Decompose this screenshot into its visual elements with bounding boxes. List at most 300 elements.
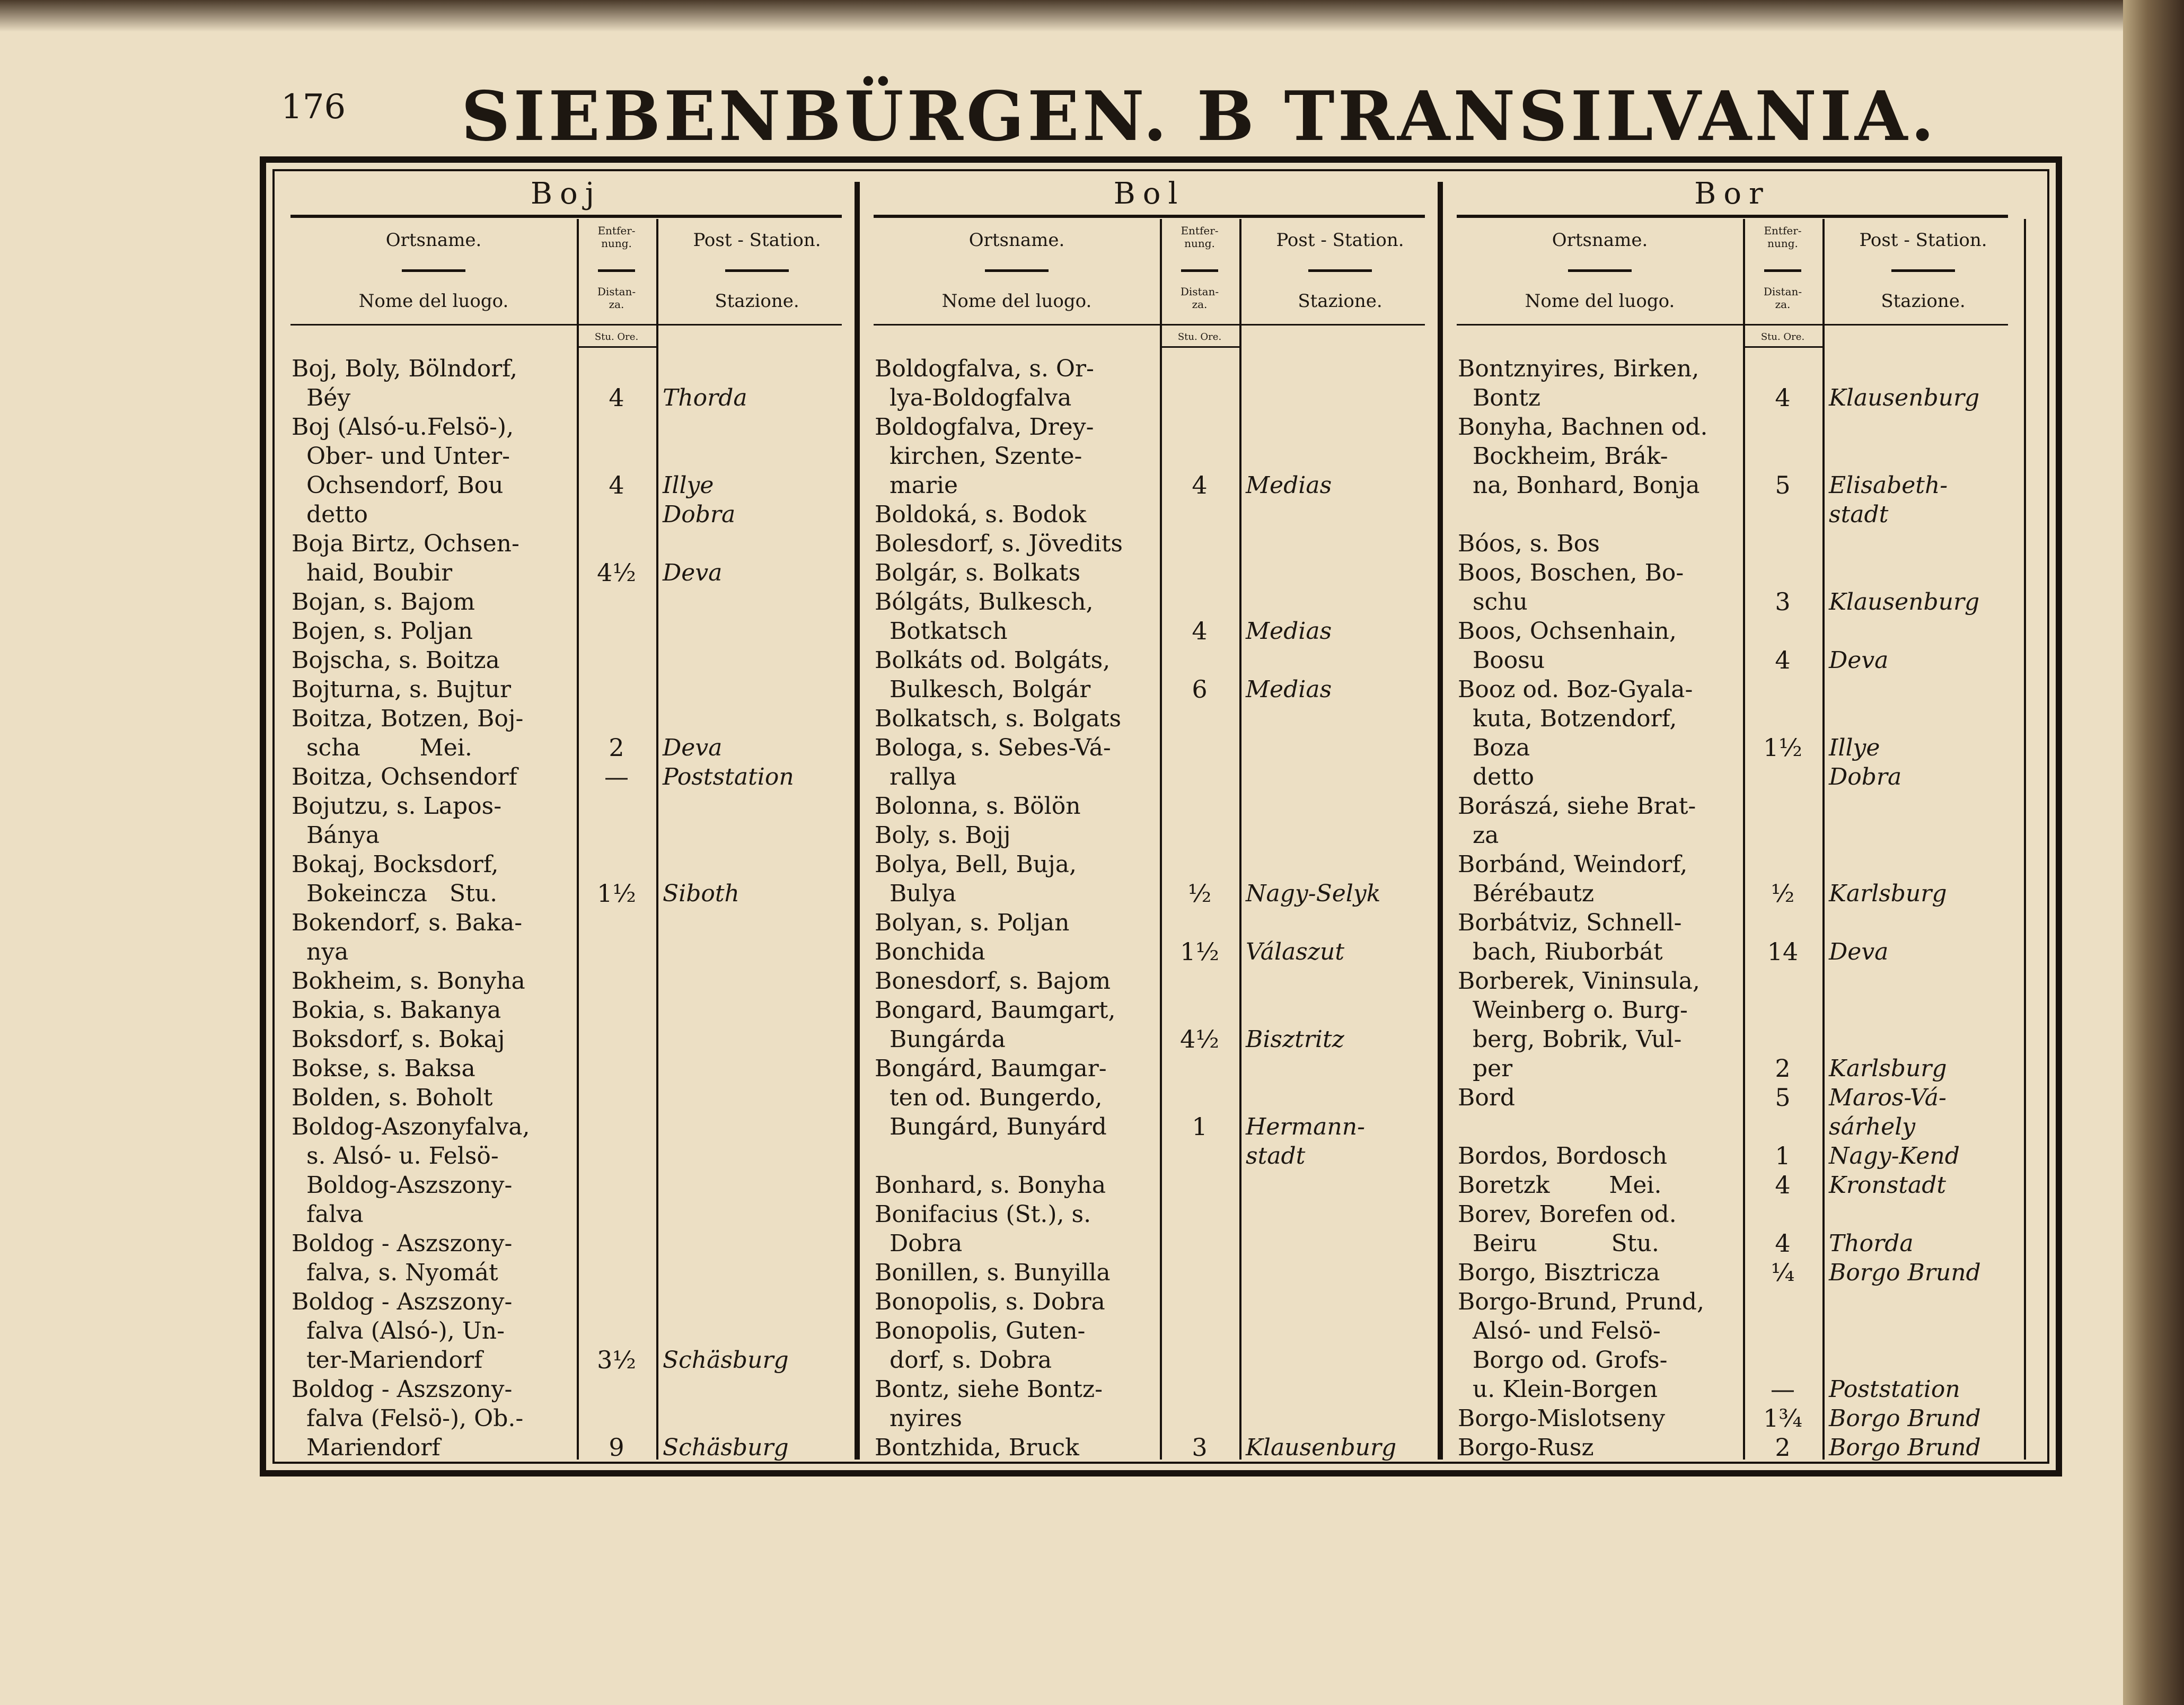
table-row <box>1446 1229 2019 1258</box>
distance: 2 <box>609 733 624 762</box>
place-name: Bontzhida, Bruck <box>875 1434 1079 1461</box>
table-row <box>1446 646 2019 675</box>
table-row <box>863 675 1436 704</box>
place-name: Bólgáts, Bulkesch, <box>875 588 1094 616</box>
table-row <box>280 996 852 1025</box>
page-title: SIEBENBÜRGEN. B TRANSILVANIA. <box>461 77 1938 156</box>
table-row <box>863 704 1436 733</box>
table-section <box>863 171 1436 1465</box>
place-name: Boitza, Botzen, Boj- <box>292 705 524 732</box>
header-dist-de: Entfer- nung. <box>597 224 636 250</box>
table-row <box>863 879 1436 908</box>
section-title: Bor <box>1694 177 1771 211</box>
place-name: Borberek, Vininsula, <box>1458 968 1700 995</box>
place-name: Bóos, s. Bos <box>1458 530 1600 557</box>
distance: 1 <box>1192 1112 1208 1141</box>
header-name-it: Nome del luogo. <box>941 291 1092 312</box>
table-row <box>1446 1258 2019 1287</box>
place-name: Bordos, Bordosch <box>1458 1142 1668 1170</box>
post-station: Deva <box>1829 647 1889 674</box>
table-row <box>280 587 852 617</box>
table-row <box>863 1375 1436 1404</box>
place-name: kuta, Botzendorf, <box>1458 705 1677 732</box>
table-row <box>863 850 1436 879</box>
place-name: Botkatsch <box>875 618 1008 645</box>
place-name: Bongard, Baumgart, <box>875 997 1116 1024</box>
post-station: Thorda <box>1829 1230 1914 1257</box>
place-name: Bontz, siehe Bontz- <box>875 1376 1103 1403</box>
section-title-rule <box>290 215 842 218</box>
post-station: Borgo Brund <box>1829 1405 1981 1432</box>
section-title: Bol <box>1113 177 1185 211</box>
place-name: Boj (Alsó-u.Felsö-), <box>292 414 514 441</box>
post-station: Illye <box>1829 734 1880 761</box>
gazetteer-table <box>260 156 2062 1477</box>
table-row <box>1446 937 2019 966</box>
place-name: Boza <box>1458 734 1530 761</box>
place-name: Boksdorf, s. Bokaj <box>292 1026 505 1053</box>
place-name: Boldog - Aszszony- <box>292 1288 513 1315</box>
table-row <box>1446 1404 2019 1433</box>
place-name: detto <box>292 501 368 528</box>
distance: 2 <box>1775 1054 1791 1083</box>
place-name: nya <box>292 938 349 965</box>
place-name: Bolkatsch, s. Bolgats <box>875 705 1122 732</box>
place-name: rallya <box>875 763 957 790</box>
place-name: Bolesdorf, s. Jövedits <box>875 530 1123 557</box>
distance: 4½ <box>597 558 636 587</box>
place-name: Bolyan, s. Poljan <box>875 909 1070 936</box>
distance: 3 <box>1192 1433 1208 1462</box>
place-name: falva (Alsó-), Un- <box>292 1317 505 1344</box>
place-name: falva <box>292 1201 364 1228</box>
distance: 4 <box>1192 617 1208 645</box>
table-row <box>280 908 852 937</box>
place-name: Borgo, Bisztricza <box>1458 1259 1660 1286</box>
place-name: Bokendorf, s. Baka- <box>292 909 523 936</box>
table-row <box>280 966 852 996</box>
post-station: Deva <box>663 559 723 586</box>
table-row <box>280 1346 852 1375</box>
table-row <box>280 1200 852 1229</box>
place-name: Borgo od. Grofs- <box>1458 1347 1668 1374</box>
place-name: schu <box>1458 588 1528 616</box>
place-name: s. Alsó- u. Felsö- <box>292 1142 499 1170</box>
distance: 14 <box>1767 937 1799 966</box>
post-station: Poststation <box>663 763 794 790</box>
place-name: Boitza, Ochsendorf <box>292 763 517 790</box>
table-row <box>863 1229 1436 1258</box>
header-divider <box>985 269 1049 272</box>
place-name: Bord <box>1458 1084 1516 1111</box>
distance: 1¾ <box>1763 1404 1802 1432</box>
header-post-it: Stazione. <box>1298 291 1382 312</box>
place-name: Bonifacius (St.), s. <box>875 1201 1091 1228</box>
place-name: haid, Boubir <box>292 559 453 586</box>
place-name: Boldog-Aszszony- <box>292 1172 513 1199</box>
place-name: Bologa, s. Sebes-Vá- <box>875 734 1111 761</box>
table-row <box>1446 500 2019 529</box>
place-name: Boly, s. Bojj <box>875 822 1011 849</box>
table-inner <box>272 169 2049 1464</box>
section-separator <box>855 182 860 1460</box>
table-row <box>1446 675 2019 704</box>
table-row <box>1446 529 2019 558</box>
table-row <box>280 1141 852 1171</box>
post-station: Dobra <box>1829 763 1902 790</box>
table-row <box>863 1054 1436 1083</box>
header-divider <box>1764 269 1801 272</box>
post-station: Klausenburg <box>1829 588 1980 616</box>
place-name: per <box>1458 1055 1513 1082</box>
place-name: Bungárda <box>875 1026 1006 1053</box>
table-row <box>1446 821 2019 850</box>
table-row <box>863 1404 1436 1433</box>
header-post-it: Stazione. <box>1881 291 1966 312</box>
place-name: Bonillen, s. Bunyilla <box>875 1259 1111 1286</box>
table-row <box>1446 733 2019 762</box>
header-post-it: Stazione. <box>715 291 799 312</box>
table-row <box>280 354 852 383</box>
place-name: Béy <box>292 384 351 411</box>
distance: ½ <box>1187 879 1212 908</box>
place-name: Bojan, s. Bajom <box>292 588 475 616</box>
table-row <box>863 792 1436 821</box>
place-name: Bolkáts od. Bolgáts, <box>875 647 1111 674</box>
table-row <box>863 587 1436 617</box>
place-name: Bontz <box>1458 384 1540 411</box>
place-name: Ober- und Unter- <box>292 443 510 470</box>
place-name: Boldog - Aszszony- <box>292 1376 513 1403</box>
header-post-de: Post - Station. <box>1276 230 1404 251</box>
place-name: Borgo-Brund, Prund, <box>1458 1288 1705 1315</box>
place-name: Borgo-Rusz <box>1458 1434 1594 1461</box>
place-name: Boldog-Aszonyfalva, <box>292 1113 530 1140</box>
place-name: Bonopolis, s. Dobra <box>875 1288 1105 1315</box>
table-row <box>863 354 1436 383</box>
distance: 4 <box>1192 471 1208 499</box>
table-row <box>280 733 852 762</box>
table-row <box>1446 354 2019 383</box>
table-row <box>863 733 1436 762</box>
table-row <box>863 1200 1436 1229</box>
header-divider <box>1181 269 1218 272</box>
page-number: 176 <box>281 87 346 127</box>
header-name-it: Nome del luogo. <box>358 291 509 312</box>
table-row <box>1446 1083 2019 1112</box>
table-row <box>863 1171 1436 1200</box>
distance: 5 <box>1775 1083 1791 1112</box>
table-row <box>863 442 1436 471</box>
place-name: Bockheim, Brák- <box>1458 443 1668 470</box>
place-name: Bánya <box>292 822 380 849</box>
header-name-de: Ortsname. <box>968 230 1065 251</box>
distance: 1½ <box>1180 937 1219 966</box>
post-station: Schäsburg <box>663 1434 789 1461</box>
table-row <box>280 442 852 471</box>
table-row <box>1446 383 2019 412</box>
post-station: Borgo Brund <box>1829 1259 1981 1286</box>
place-name: marie <box>875 472 958 499</box>
place-name: Bokaj, Bocksdorf, <box>292 851 499 878</box>
distance: 1 <box>1775 1141 1791 1170</box>
table-row <box>1446 966 2019 996</box>
table-row <box>1446 1112 2019 1141</box>
header-dist-it: Distan- za. <box>1180 285 1219 311</box>
table-row <box>863 617 1436 646</box>
table-row <box>1446 1171 2019 1200</box>
table-row <box>863 1083 1436 1112</box>
table-row <box>280 1083 852 1112</box>
post-station: Dobra <box>663 501 736 528</box>
table-row <box>280 1316 852 1346</box>
table-row <box>863 966 1436 996</box>
post-station: Medias <box>1246 676 1332 703</box>
distance: 1½ <box>1763 733 1802 762</box>
place-name: Dobra <box>875 1230 963 1257</box>
header-dist-de: Entfer- nung. <box>1181 224 1219 250</box>
page-top-edge <box>0 0 2123 32</box>
place-name: Bolden, s. Boholt <box>292 1084 493 1111</box>
place-name: Boldog - Aszszony- <box>292 1230 513 1257</box>
place-name: Boos, Boschen, Bo- <box>1458 559 1684 586</box>
distance: 1½ <box>597 879 636 908</box>
post-station: Deva <box>1829 938 1889 965</box>
place-name: falva, s. Nyomát <box>292 1259 498 1286</box>
table-row <box>280 529 852 558</box>
table-section <box>1446 171 2019 1465</box>
table-row <box>1446 1287 2019 1316</box>
place-name: Bokse, s. Baksa <box>292 1055 475 1082</box>
distance: 4 <box>1775 646 1791 674</box>
place-name: Boldogfalva, s. Or- <box>875 355 1094 382</box>
table-row <box>280 850 852 879</box>
table-row <box>1446 617 2019 646</box>
place-name: Mariendorf <box>292 1434 441 1461</box>
place-name: Ochsendorf, Bou <box>292 472 504 499</box>
section-title: Boj <box>530 177 602 211</box>
table-row <box>863 996 1436 1025</box>
place-name: Borev, Borefen od. <box>1458 1201 1677 1228</box>
table-row <box>1446 1433 2019 1462</box>
place-name: Boosu <box>1458 647 1545 674</box>
place-name: Bonyha, Bachnen od. <box>1458 414 1708 441</box>
table-row <box>280 471 852 500</box>
distance: 4 <box>609 471 624 499</box>
place-name: Borgo-Mislotseny <box>1458 1405 1666 1432</box>
header-divider <box>725 269 789 272</box>
table-row <box>863 1112 1436 1141</box>
table-row <box>280 646 852 675</box>
distance: 9 <box>609 1433 624 1462</box>
place-name: Bungárd, Bunyárd <box>875 1113 1107 1140</box>
post-station: Bisztritz <box>1246 1026 1344 1053</box>
table-row <box>1446 850 2019 879</box>
table-row <box>1446 879 2019 908</box>
table-row <box>863 471 1436 500</box>
table-row <box>1446 996 2019 1025</box>
post-station: Maros-Vá- <box>1829 1084 1947 1111</box>
place-name: Bonchida <box>875 938 985 965</box>
table-row <box>280 1258 852 1287</box>
place-name: Borászá, siehe Brat- <box>1458 793 1696 820</box>
distance: 4 <box>1775 1171 1791 1199</box>
place-name: Borbátviz, Schnell- <box>1458 909 1682 936</box>
distance: 5 <box>1775 471 1791 499</box>
place-name: Boldogfalva, Drey- <box>875 414 1094 441</box>
header-dist-it: Distan- za. <box>597 285 636 311</box>
header-bottom-rule <box>1457 324 2008 326</box>
table-row <box>1446 762 2019 792</box>
table-row <box>1446 587 2019 617</box>
table-row <box>280 762 852 792</box>
place-name: Bojscha, s. Boitza <box>292 647 500 674</box>
place-name: Boretzk Mei. <box>1458 1172 1662 1199</box>
place-name: Booz od. Boz-Gyala- <box>1458 676 1693 703</box>
units-label: Stu. Ore. <box>577 328 656 348</box>
post-station: Deva <box>663 734 723 761</box>
place-name: ten od. Bungerdo, <box>875 1084 1103 1111</box>
distance: 3 <box>1775 587 1791 616</box>
table-row <box>863 762 1436 792</box>
table-row <box>1446 1025 2019 1054</box>
place-name: dorf, s. Dobra <box>875 1347 1052 1374</box>
table-row <box>280 1112 852 1141</box>
place-name: Alsó- und Felsö- <box>1458 1317 1661 1344</box>
place-name: Bonhard, s. Bonyha <box>875 1172 1106 1199</box>
table-row <box>280 1025 852 1054</box>
place-name: Bolonna, s. Bölön <box>875 793 1081 820</box>
post-station: Thorda <box>663 384 747 411</box>
table-row <box>863 937 1436 966</box>
table-row <box>1446 1346 2019 1375</box>
post-station: Klausenburg <box>1829 384 1980 411</box>
header-dist-it: Distan- za. <box>1763 285 1802 311</box>
table-row <box>280 675 852 704</box>
place-name: Borbánd, Weindorf, <box>1458 851 1688 878</box>
place-name: Bongárd, Baumgar- <box>875 1055 1107 1082</box>
table-row <box>280 383 852 412</box>
table-row <box>863 1346 1436 1375</box>
place-name: Bojturna, s. Bujtur <box>292 676 511 703</box>
table-row <box>280 1171 852 1200</box>
distance: 4 <box>609 383 624 412</box>
table-row <box>280 821 852 850</box>
table-row <box>863 500 1436 529</box>
table-row <box>280 704 852 733</box>
place-name: scha Mei. <box>292 734 472 761</box>
place-name: Bolya, Bell, Buja, <box>875 851 1077 878</box>
place-name: kirchen, Szente- <box>875 443 1082 470</box>
table-row <box>280 558 852 587</box>
header-post-de: Post - Station. <box>1859 230 1987 251</box>
place-name: bach, Riuborbát <box>1458 938 1663 965</box>
place-name: Bonesdorf, s. Bajom <box>875 968 1111 995</box>
table-row <box>1446 1054 2019 1083</box>
distance: 4 <box>1775 383 1791 412</box>
post-station: Medias <box>1246 472 1332 499</box>
post-station: stadt <box>1829 501 1889 528</box>
distance: — <box>1771 1375 1795 1403</box>
table-row <box>863 908 1436 937</box>
section-title-rule <box>874 215 1425 218</box>
distance: 3½ <box>597 1346 636 1374</box>
header-divider <box>1891 269 1955 272</box>
place-name: Bojutzu, s. Lapos- <box>292 793 502 820</box>
header-name-it: Nome del luogo. <box>1525 291 1675 312</box>
table-row <box>863 558 1436 587</box>
header-divider <box>402 269 465 272</box>
table-row <box>1446 792 2019 821</box>
place-name: Bolgár, s. Bolkats <box>875 559 1081 586</box>
table-section <box>280 171 852 1465</box>
place-name: berg, Bobrik, Vul- <box>1458 1026 1682 1053</box>
post-station: Borgo Brund <box>1829 1434 1981 1461</box>
page-header <box>281 77 2030 156</box>
header-name-de: Ortsname. <box>385 230 482 251</box>
section-separator <box>1438 182 1443 1460</box>
table-row <box>863 529 1436 558</box>
column-rule <box>2024 219 2026 1460</box>
units-label: Stu. Ore. <box>1743 328 1822 348</box>
table-row <box>863 1433 1436 1462</box>
table-row <box>280 500 852 529</box>
table-row <box>863 383 1436 412</box>
place-name: Bulkesch, Bolgár <box>875 676 1091 703</box>
table-row <box>863 1025 1436 1054</box>
place-name: Boj, Boly, Bölndorf, <box>292 355 517 382</box>
table-row <box>863 1287 1436 1316</box>
table-row <box>1446 558 2019 587</box>
place-name: Bokeincza Stu. <box>292 880 498 907</box>
table-row <box>280 1054 852 1083</box>
place-name: Bérébautz <box>1458 880 1595 907</box>
post-station: Elisabeth- <box>1829 472 1948 499</box>
table-row <box>1446 908 2019 937</box>
place-name: falva (Felsö-), Ob.- <box>292 1405 524 1432</box>
post-station: Nagy-Selyk <box>1246 880 1381 907</box>
section-title-rule <box>1457 215 2008 218</box>
post-station: Illye <box>663 472 714 499</box>
distance: ½ <box>1771 879 1795 908</box>
place-name: Boja Birtz, Ochsen- <box>292 530 519 557</box>
book-gutter <box>2123 0 2184 1705</box>
post-station: sárhely <box>1829 1113 1916 1140</box>
post-station: Karlsburg <box>1829 880 1947 907</box>
table-row <box>1446 704 2019 733</box>
place-name: Beiru Stu. <box>1458 1230 1659 1257</box>
header-bottom-rule <box>874 324 1425 326</box>
table-row <box>280 1229 852 1258</box>
table-row <box>280 937 852 966</box>
place-name: Bontznyires, Birken, <box>1458 355 1699 382</box>
distance: ¼ <box>1771 1258 1795 1287</box>
distance: 4½ <box>1180 1025 1219 1053</box>
distance: 2 <box>1775 1433 1791 1462</box>
place-name: Bojen, s. Poljan <box>292 618 473 645</box>
place-name: detto <box>1458 763 1535 790</box>
post-station: Poststation <box>1829 1376 1960 1403</box>
table-row <box>280 879 852 908</box>
table-row <box>280 1375 852 1404</box>
post-station: Hermann- <box>1246 1113 1365 1140</box>
place-name: lya-Boldogfalva <box>875 384 1072 411</box>
table-row <box>1446 1200 2019 1229</box>
table-row <box>863 646 1436 675</box>
units-label: Stu. Ore. <box>1160 328 1239 348</box>
table-row <box>280 617 852 646</box>
post-station: Medias <box>1246 618 1332 645</box>
